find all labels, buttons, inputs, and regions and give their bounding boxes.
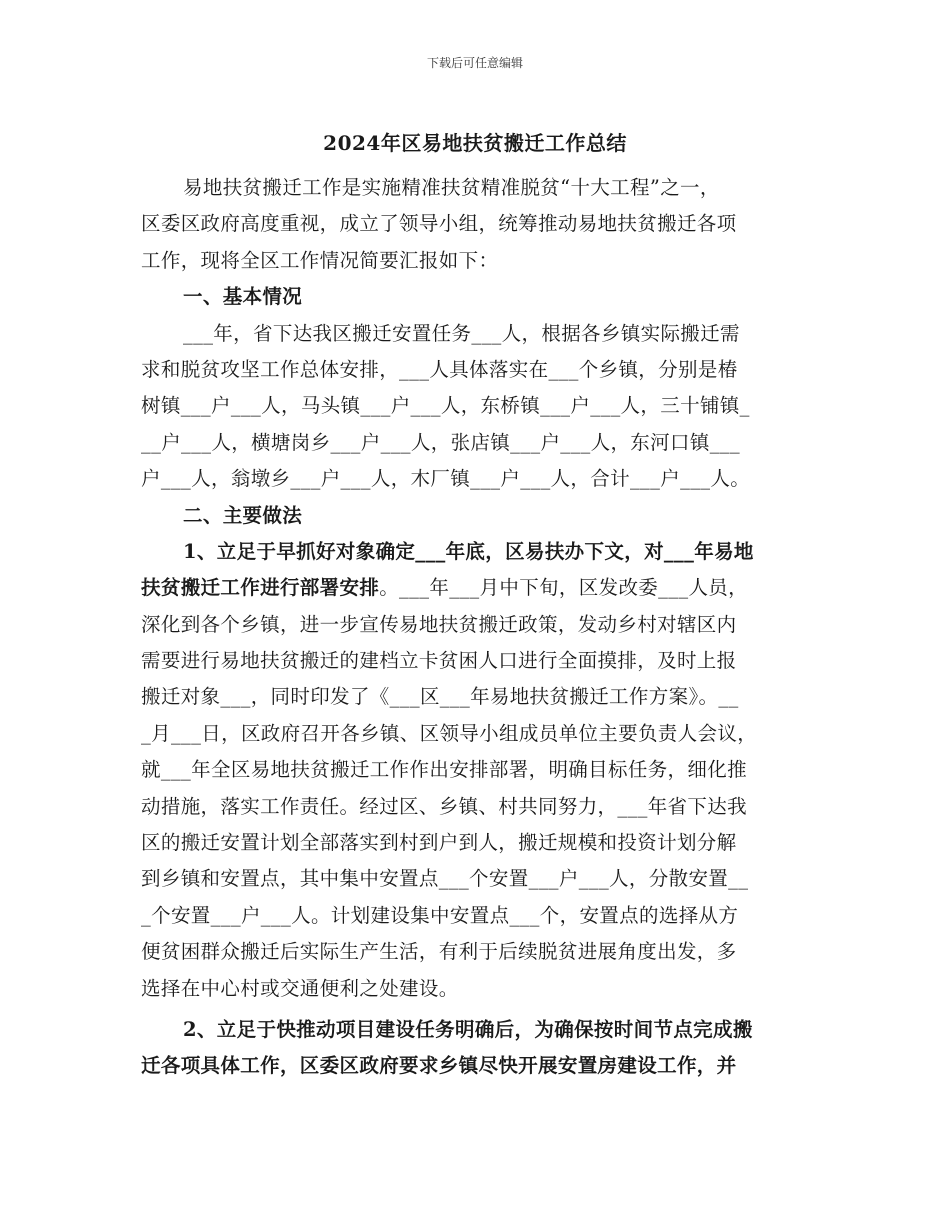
section-heading: 一、基本情况 — [183, 285, 303, 309]
paragraph-line: 搬迁对象___，同时印发了《___区___年易地扶贫搬迁工作方案》。__ — [141, 685, 739, 709]
paragraph-line: 便贫困群众搬迁后实际生产生活，有利于后续脱贫进展角度出发，多 — [141, 940, 737, 964]
paragraph-line: 1、立足于早抓好对象确定___年底，区易扶办下文，对___年易地 — [183, 539, 754, 563]
paragraph-line: 动措施，落实工作责任。经过区、乡镇、村共同努力，___年省下达我 — [141, 794, 747, 818]
paragraph-line: 区委区政府高度重视，成立了领导小组，统筹推动易地扶贫搬迁各项 — [141, 212, 737, 236]
paragraph-line: 2、立足于快推动项目建设任务明确后，为确保按时间节点完成搬 — [183, 1017, 753, 1041]
paragraph-line: ___年，省下达我区搬迁安置任务___人，根据各乡镇实际搬迁需 — [183, 321, 740, 345]
paragraph-line: 到乡镇和安置点，其中集中安置点___个安置___户___人，分散安置__ — [141, 867, 749, 891]
document-title: 2024年区易地扶贫搬迁工作总结 — [323, 131, 627, 155]
paragraph-line: 选择在中心村或交通便利之处建设。 — [141, 976, 459, 1000]
regular-text: 。___年___月中下旬，区发改委___人员， — [379, 576, 749, 600]
paragraph-line: _个安置___户___人。计划建设集中安置点___个，安置点的选择从方 — [141, 903, 739, 927]
document-body — [141, 170, 813, 1085]
paragraph-line: 户___人，翁墩乡___户___人，木厂镇___户___人，合计___户___人。 — [141, 467, 751, 491]
paragraph-line: 易地扶贫搬迁工作是实施精准扶贫精准脱贫“十大工程”之一， — [183, 176, 720, 199]
paragraph-line: 求和脱贫攻坚工作总体安排，___人具体落实在___个乡镇，分别是椿 — [141, 357, 738, 381]
paragraph-line: __户___人，横塘岗乡___户___人，张店镇___户___人，东河口镇___ — [141, 430, 740, 454]
section-heading: 二、主要做法 — [183, 503, 303, 527]
paragraph-line: 区的搬迁安置计划全部落实到村到户到人，搬迁规模和投资计划分解 — [141, 831, 737, 855]
paragraph-line: 就___年全区易地扶贫搬迁工作作出安排部署，明确目标任务，细化推 — [141, 758, 747, 782]
paragraph-line: 树镇___户___人，马头镇___户___人，东桥镇___户___人，三十铺镇_ — [141, 394, 750, 418]
paragraph-line: 工作，现将全区工作情况简要汇报如下： — [141, 248, 499, 272]
paragraph-line: 深化到各个乡镇，进一步宣传易地扶贫搬迁政策，发动乡村对辖区内 — [141, 612, 737, 636]
paragraph-line — [141, 570, 813, 606]
paragraph-line: 迁各项具体工作，区委区政府要求乡镇尽快开展安置房建设工作，并 — [141, 1054, 737, 1078]
bold-text: 扶贫搬迁工作进行部署安排 — [141, 576, 380, 600]
paragraph-line: 需要进行易地扶贫搬迁的建档立卡贫困人口进行全面摸排，及时上报 — [141, 649, 737, 673]
paragraph-line: _月___日，区政府召开各乡镇、区领导小组成员单位主要负责人会议， — [141, 721, 758, 745]
download-note: 下载后可任意编辑 — [426, 56, 523, 70]
